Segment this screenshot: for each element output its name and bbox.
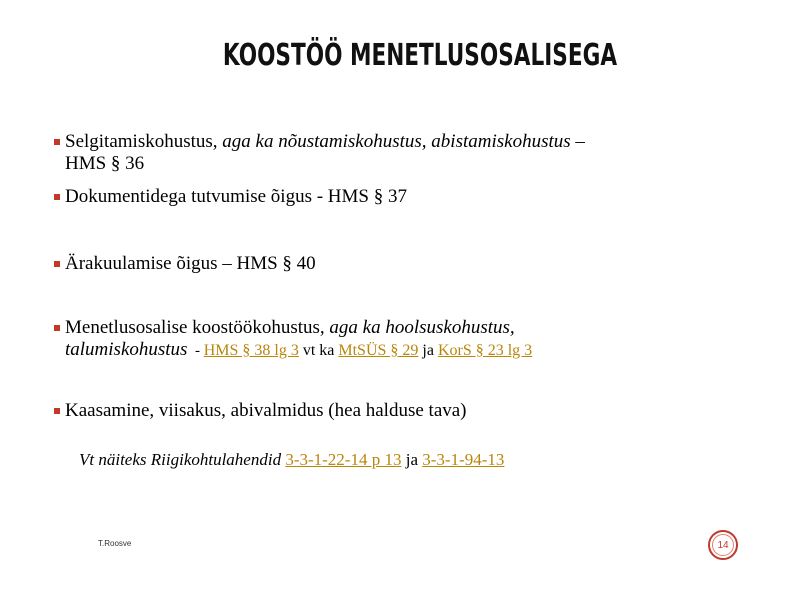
bullet-text: Ärakuulamise õigus – HMS § 40 — [65, 253, 316, 274]
bullet-text-italic: aga ka hoolsuskohustus, — [329, 317, 515, 338]
page-number-badge — [708, 530, 738, 560]
link-hms-38[interactable]: HMS § 38 lg 3 — [203, 342, 299, 359]
bullet-text-plain: ja — [418, 342, 438, 359]
bullet-text-italic: aga ka nõustamiskohustus, abistamiskohustus — [222, 131, 571, 152]
example-text-plain: ja — [401, 450, 423, 469]
bullet-item — [54, 253, 316, 275]
bullet-square-icon — [54, 325, 60, 331]
link-case-3-3-1-94-13[interactable]: 3-3-1-94-13 — [422, 450, 505, 469]
link-kors-23[interactable]: KorS § 23 lg 3 — [437, 342, 533, 359]
page-number: 14 — [712, 534, 734, 556]
bullet-text — [65, 131, 585, 175]
bullet-text-plain: – — [570, 131, 585, 152]
bullet-square-icon — [54, 194, 60, 200]
bullet-square-icon — [54, 139, 60, 145]
footer-author: T.Roosve — [98, 539, 132, 548]
bullet-text: Kaasamine, viisakus, abivalmidus (hea halduse tava) — [65, 400, 467, 421]
bullet-square-icon — [54, 408, 60, 414]
bullet-text-italic: talumiskohustus — [65, 339, 188, 360]
bullet-item — [54, 131, 585, 175]
slide-title: KOOSTÖÖ MENETLUSOSALISEGA — [222, 38, 618, 73]
bullet-text-plain: HMS § 36 — [65, 153, 145, 174]
example-line — [79, 450, 504, 470]
link-mtsus-29[interactable]: MtSÜS § 29 — [338, 342, 419, 359]
bullet-text — [65, 317, 532, 362]
bullet-text-plain: vt ka — [298, 342, 339, 359]
bullet-text: Dokumentidega tutvumise õigus - HMS § 37 — [65, 186, 407, 207]
bullet-text-plain: Menetlusosalise koostöökohustus, — [65, 317, 330, 338]
bullet-text-plain: Selgitamiskohustus, — [65, 131, 223, 152]
link-case-3-3-1-22-14[interactable]: 3-3-1-22-14 p 13 — [285, 450, 402, 469]
example-text-italic: Vt näiteks Riigikohtulahendid — [79, 450, 282, 469]
bullet-item — [54, 317, 532, 362]
bullet-item — [54, 186, 407, 208]
bullet-text-dash: - — [187, 343, 204, 359]
bullet-square-icon — [54, 261, 60, 267]
bullet-item — [54, 400, 467, 422]
